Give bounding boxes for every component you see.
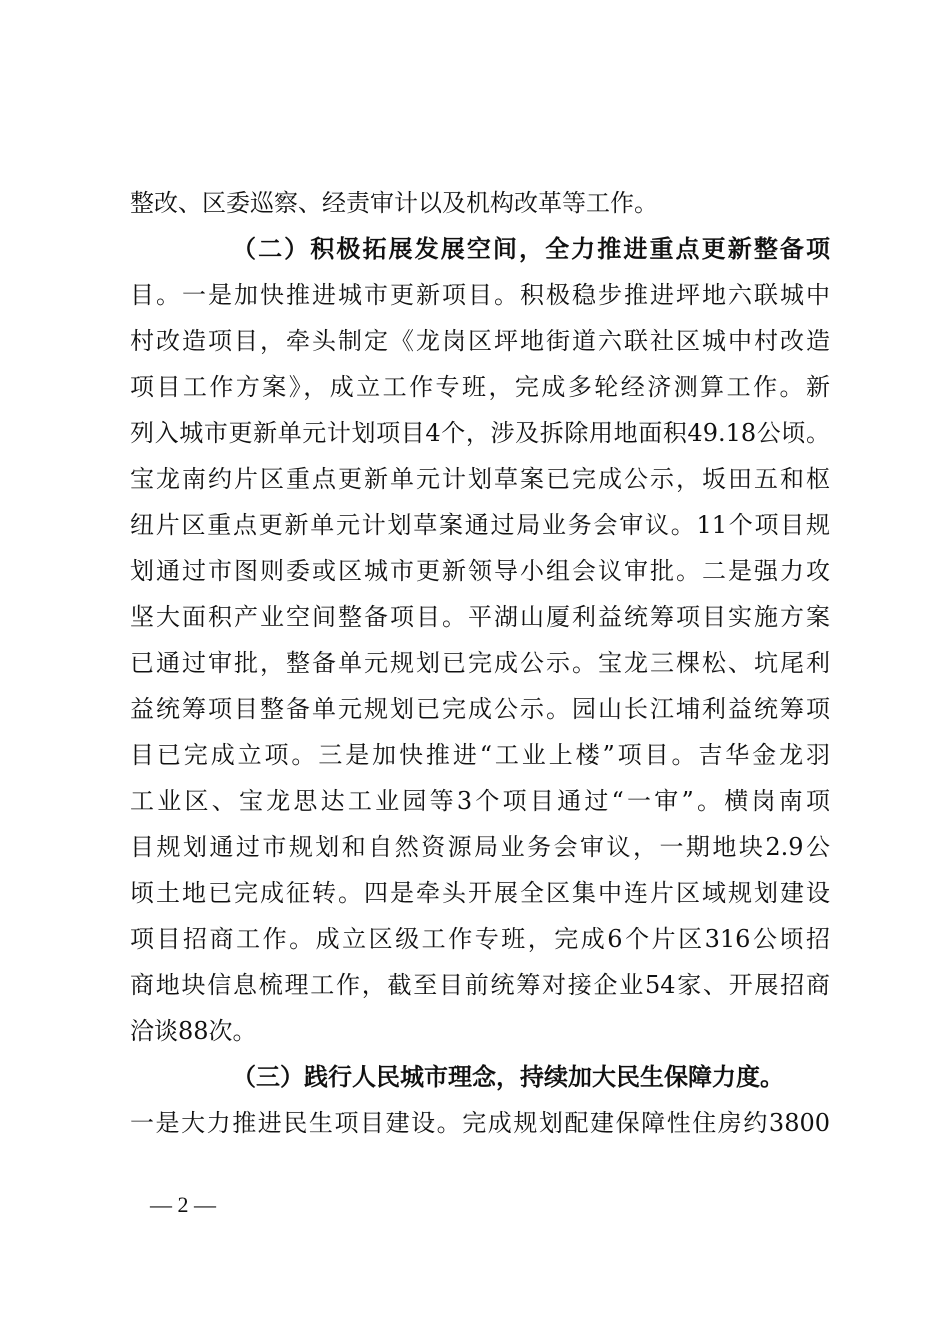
body-line-15: 目规划通过市规划和自然资源局业务会审议，一期地块2.9公 bbox=[130, 833, 830, 861]
section-heading-2: （二）积极拓展发展空间，全力推进重点更新整备项 bbox=[232, 234, 830, 263]
body-line-8: 纽片区重点更新单元计划草案通过局业务会审议。11个项目规 bbox=[130, 511, 830, 539]
body-line-21: 一是大力推进民生项目建设。完成规划配建保障性住房约3800 bbox=[130, 1109, 830, 1137]
body-line-14: 工业区、宝龙思达工业园等3个项目通过“一审”。横岗南项 bbox=[130, 787, 830, 815]
body-line-9: 划通过市图则委或区城市更新领导小组会议审批。二是强力攻 bbox=[130, 557, 830, 585]
body-line-16: 顷土地已完成征转。四是牵头开展全区集中连片区域规划建设 bbox=[130, 879, 830, 907]
body-line-5: 项目工作方案》，成立工作专班，完成多轮经济测算工作。新 bbox=[130, 373, 830, 401]
body-line-18: 商地块信息梳理工作，截至目前统筹对接企业54家、开展招商 bbox=[130, 971, 830, 999]
body-line-13: 目已完成立项。三是加快推进“工业上楼”项目。吉华金龙羽 bbox=[130, 741, 830, 769]
body-line-17: 项目招商工作。成立区级工作专班，完成6个片区316公顷招 bbox=[130, 925, 830, 953]
body-line-4: 村改造项目，牵头制定《龙岗区坪地街道六联社区城中村改造 bbox=[130, 327, 830, 355]
body-line-19: 洽谈88次。 bbox=[130, 1017, 257, 1045]
body-line-10: 坚大面积产业空间整备项目。平湖山厦利益统筹项目实施方案 bbox=[130, 603, 830, 631]
body-line-7: 宝龙南约片区重点更新单元计划草案已完成公示，坂田五和枢 bbox=[130, 465, 830, 493]
body-line-6: 列入城市更新单元计划项目4个，涉及拆除用地面积49.18公顷。 bbox=[130, 419, 830, 447]
body-line-11: 已通过审批，整备单元规划已完成公示。宝龙三棵松、坑尾利 bbox=[130, 649, 830, 677]
page-number: — 2 — bbox=[150, 1192, 216, 1217]
body-line-12: 益统筹项目整备单元规划已完成公示。园山长江埔利益统筹项 bbox=[130, 695, 830, 723]
body-line-3: 目。一是加快推进城市更新项目。积极稳步推进坪地六联城中 bbox=[130, 281, 830, 309]
body-line-1: 整改、区委巡察、经责审计以及机构改革等工作。 bbox=[130, 189, 658, 217]
section-heading-3: （三）践行人民城市理念，持续加大民生保障力度。 bbox=[232, 1062, 784, 1091]
